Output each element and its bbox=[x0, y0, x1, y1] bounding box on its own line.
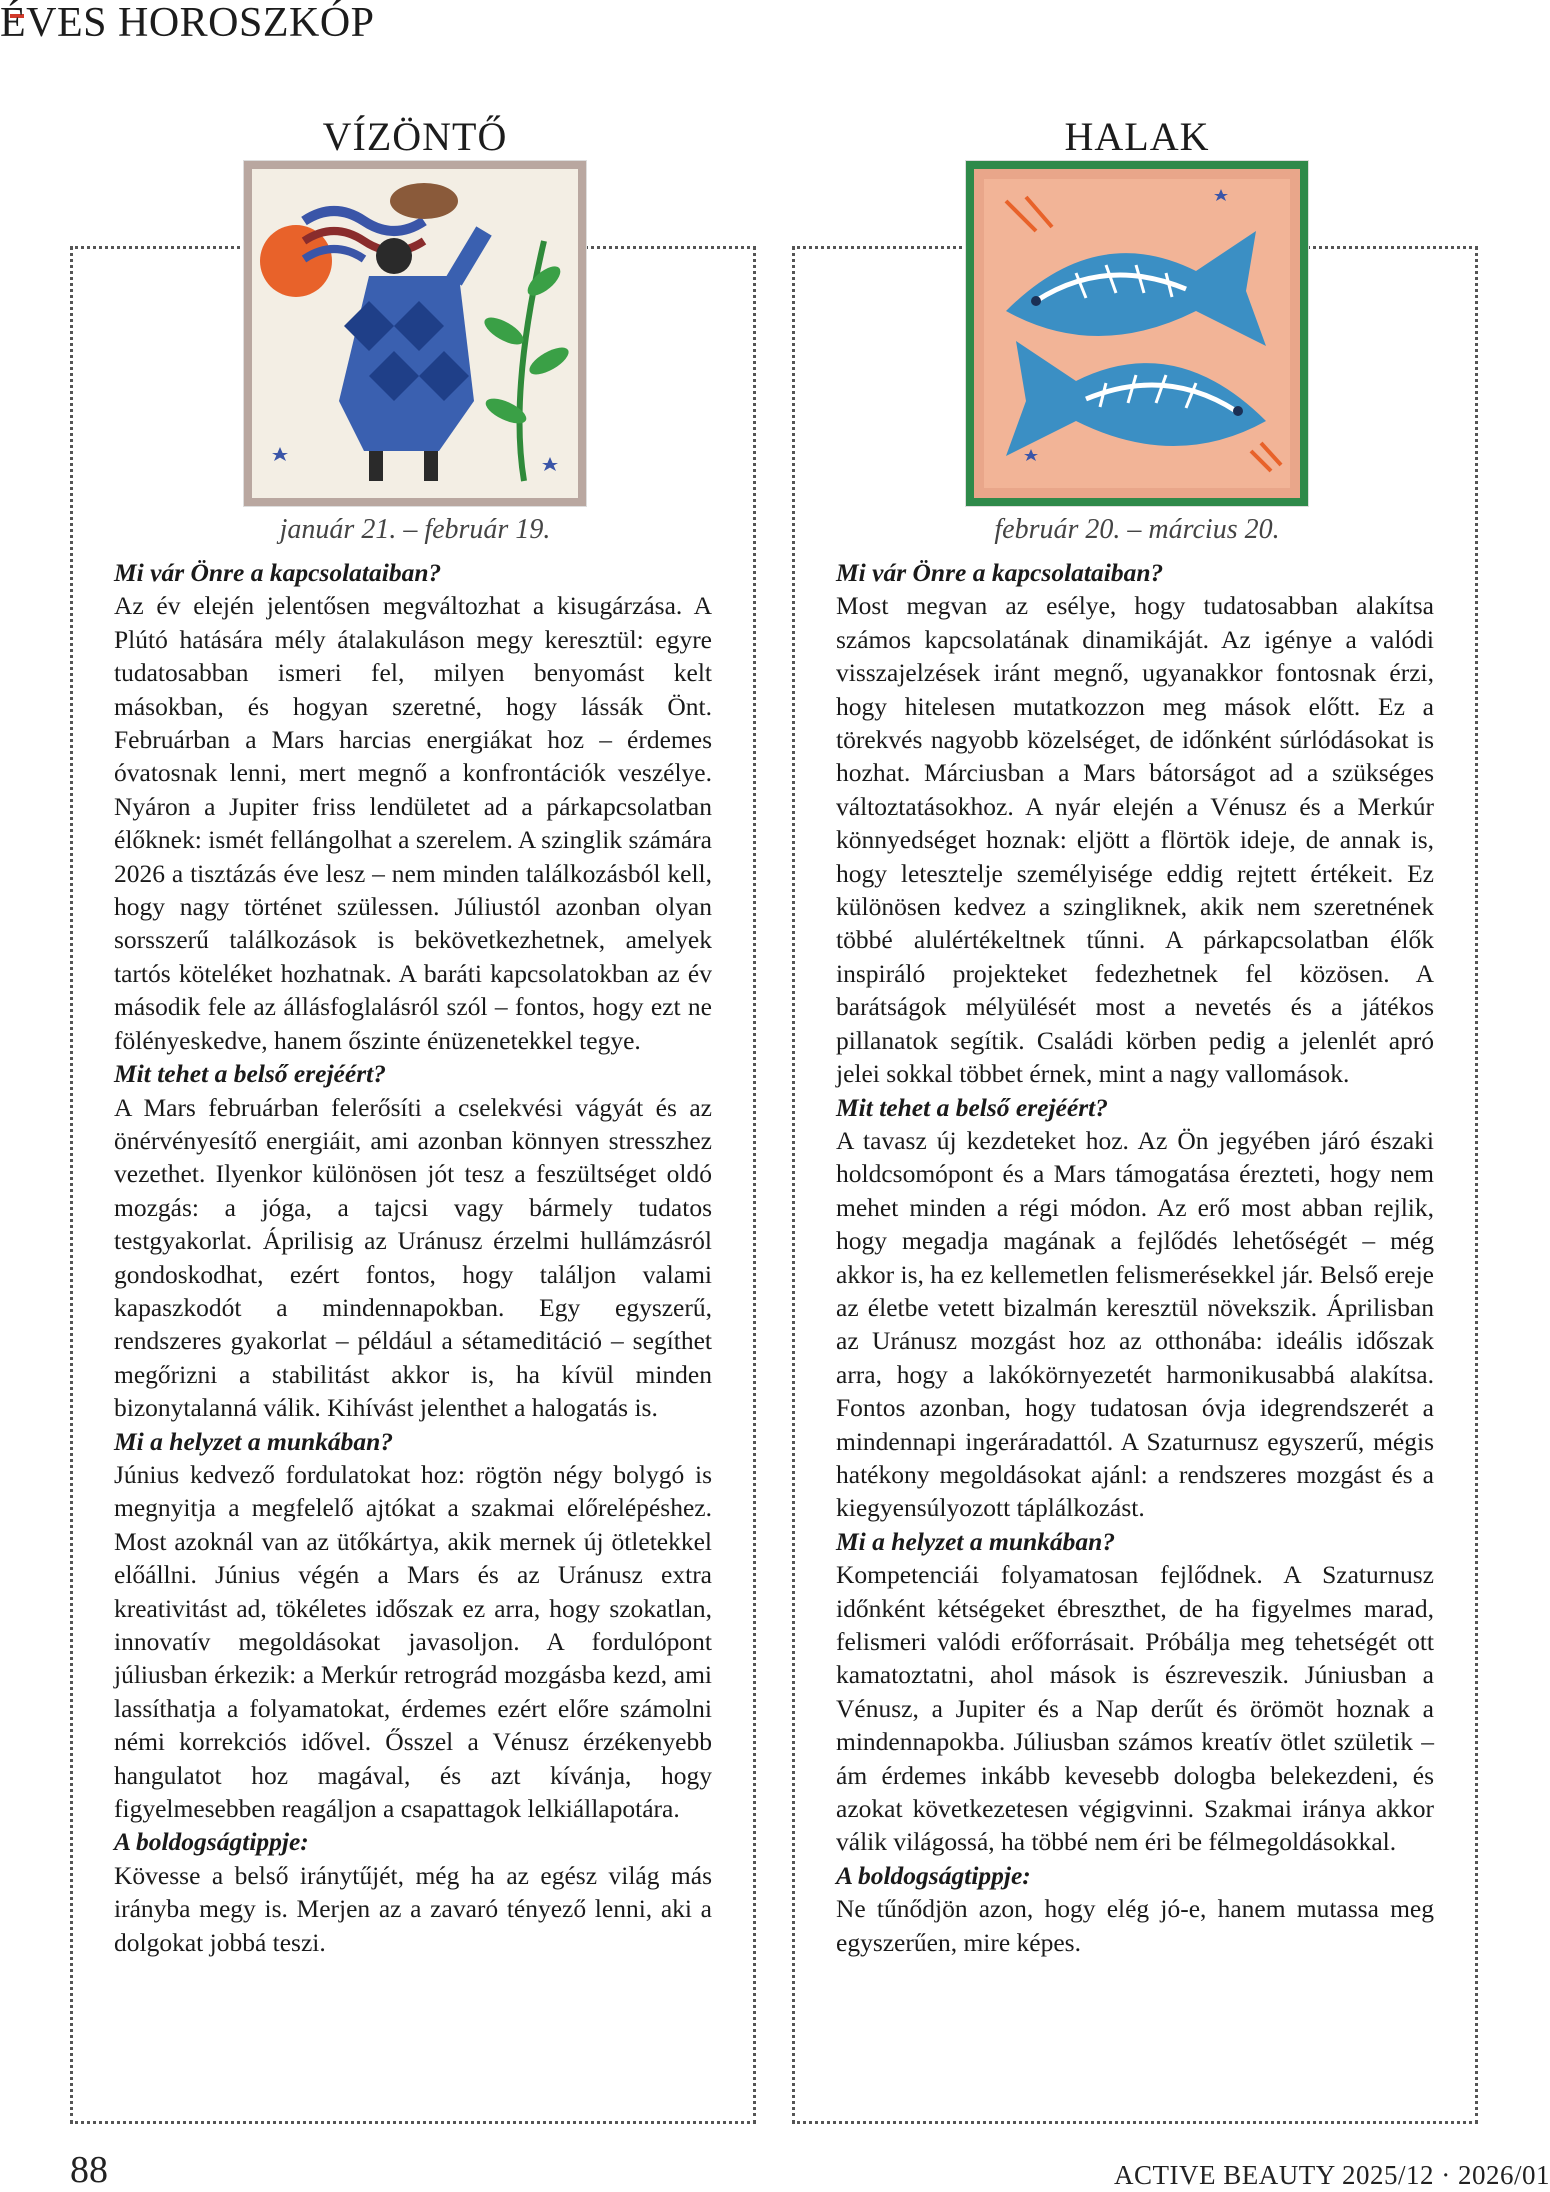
section-question: A boldogságtippje: bbox=[836, 1860, 1031, 1890]
section-question: Mit tehet a belső erejéért? bbox=[114, 1059, 386, 1089]
sign-dates: január 21. – február 19. bbox=[279, 514, 551, 545]
magazine-issue: ACTIVE BEAUTY 2025/12 · 2026/01 bbox=[1114, 2160, 1550, 2190]
section-question: Mi a helyzet a munkában? bbox=[114, 1426, 394, 1456]
horoscope-text bbox=[836, 556, 1434, 1959]
section-body: Kövesse a belső iránytűjét, még ha az egész világ más irányba megy is. Merjen az a zavaró tényező lenni, aki a dolgokat jobbá teszi. bbox=[114, 1860, 712, 1957]
horoscope-text bbox=[114, 556, 712, 1959]
section-question: Mi vár Önre a kapcsolataiban? bbox=[114, 558, 442, 587]
sign-dates: február 20. – március 20. bbox=[994, 514, 1280, 545]
sign-name: HALAK bbox=[1064, 114, 1210, 159]
section-body: Június kedvező fordulatokat hoz: rögtön négy bolygó is megnyitja a megfelelő ajtókat a szakmai előrelépéshez. Most azoknál van az ütőkártya, akik mernek új ötletekkel előállni. Június végén a Mars és az Uránusz extra kreativitást ad, tökéletes időszak ez arra, hogy szokatlan, innovatív megoldásokat javasoljon. A fordulópont júliusban érkezik: a Merkúr retrográd mozgásba kezd, ami lassíthatja a folyamatokat, érdemes ezért előre számolni némi korrekciós idővel. Ősszel a Vénusz érzékenyebb hangulatot hoz magával, és azt kívánja, hogy figyelmesebben reagáljon a csapattagok lelkiállapotára. bbox=[114, 1459, 712, 1824]
section-body: Az év elején jelentősen megváltozhat a kisugárzása. A Plútó hatására mély átalakuláson megy keresztül: egyre tudatosabban ismeri fel, milyen benyomást kelt másokban, és hogyan szeretné, hogy lássák Önt. Februárban a Mars harcias energiákat hoz – érdemes óvatosnak lenni, mert megnő a konfrontációk veszélye. Nyáron a Jupiter friss lendületet ad a párkapcsolatban élőknek: ismét fellángolhat a szerelem. A szinglik számára 2026 a tisztázás éve lesz – nem minden találkozásból kell, hogy nagy történet szülessen. Júliustól azonban olyan sorsszerű találkozások is bekövetkezhetnek, amelyek tartós köteléket hozhatnak. A baráti kapcsolatokban az év második fele az állásfoglalásról szól – fontos, hogy ezt ne fölényeskedve, hanem őszinte énüzenetekkel tegye. bbox=[114, 591, 712, 1055]
section-question: Mi a helyzet a munkában? bbox=[836, 1526, 1116, 1556]
section-body: Most megvan az esélye, hogy tudatosabban alakítsa számos kapcsolatának dinamikáját. Az igénye a valódi visszajelzések iránt megnő, ugyanakkor fontosnak érzi, hogy hitelesen mutatkozzon meg mások előtt. Ez a törekvés nagyobb közelséget, de időnként súrlódásokat is hozhat. Márciusban a Mars bátorságot ad a szükséges változtatásokhoz. A nyár elején a Vénusz és a Merkúr könnyedséget hoznak: eljött a flörtök ideje, de annak is, hogy letesztelje személyisége eddig rejtett értékeit. Ez különösen kedvez a szingliknek, akik nem szeretnének többé alulértékeltnek tűnni. A párkapcsolatban élők inspiráló projekteket fedezhetnek fel közösen. A barátságok mélyülését most a nevetés és a játékos pillanatok segítik. Családi körben pedig a jelenlét apró jelei sokkal többet érnek, mint a nagy vallomások. bbox=[836, 591, 1434, 1089]
section-question: Mi vár Önre a kapcsolataiban? bbox=[836, 558, 1164, 587]
page-number: 88 bbox=[70, 2149, 108, 2191]
sign-name: VÍZÖNTŐ bbox=[322, 114, 508, 159]
section-body: A Mars februárban felerősíti a cselekvési vágyát és az önérvényesítő energiáit, ami azonban könnyen stresszhez vezethet. Ilyenkor különösen jót tesz a feszültséget oldó mozgás: a jóga, a tajcsi vagy bármely tudatos testgyakorlat. Áprilisig az Uránusz érzelmi hullámzásról gondoskodhat, ezért fontos, hogy találjon valami kapaszkodót a mindennapokban. Egy egyszerű, rendszeres gyakorlat – például a sétameditáció – segíthet megőrizni a stabilitást akkor is, ha kívül minden bizonytalanná válik. Kihívást jelenthet a halogatás is. bbox=[114, 1092, 712, 1423]
section-question: A boldogságtippje: bbox=[114, 1827, 309, 1857]
page-title: ÉVES HOROSZKÓP bbox=[0, 0, 375, 46]
aquarius-illustration-icon bbox=[243, 160, 587, 507]
section-body: A tavasz új kezdeteket hoz. Az Ön jegyében járó északi holdcsomópont és a Mars támogatása érezteti, hogy nem mehet minden a régi módon. Az erő most abban rejlik, hogy megadja magának a fejlődés lehetőségét – még akkor is, ha ez kellemetlen felismerésekkel jár. Belső ereje az életbe vetett bizalmán keresztül növekszik. Áprilisban az Uránusz mozgást hoz az otthonába: ideális időszak arra, hogy a lakókörnyezetét harmonikusabbá alakítsa. Fontos azonban, hogy tudatosan óvja idegrendszerét a mindennapi ingeráradattól. A Szaturnusz egyszerű, mégis hatékony megoldásokat ajánl: a rendszeres mozgást és a kiegyensúlyozott táplálkozást. bbox=[836, 1125, 1434, 1523]
pisces-illustration-icon bbox=[965, 160, 1309, 507]
section-question: Mit tehet a belső erejéért? bbox=[836, 1092, 1108, 1122]
section-body: Kompetenciái folyamatosan fejlődnek. A Szaturnusz időnként kétségeket ébreszthet, de ha figyelmes marad, felismeri valódi erőforrásait. Próbálja meg tehetségét ott kamatoztatni, ahol mások is észreveszik. Júniusban a Vénusz, a Jupiter és a Nap derűt és örömöt hoznak a mindennapokba. Júliusban számos kreatív ötlet születik – ám érdemes inkább kevesebb dologba belekezdeni, és azokat következetesen végigvinni. Szakmai iránya akkor válik világossá, ha többé nem éri be félmegoldásokkal. bbox=[836, 1560, 1434, 1857]
section-body: Ne tűnődjön azon, hogy elég jó-e, hanem mutassa meg egyszerűen, mire képes. bbox=[836, 1894, 1434, 1957]
